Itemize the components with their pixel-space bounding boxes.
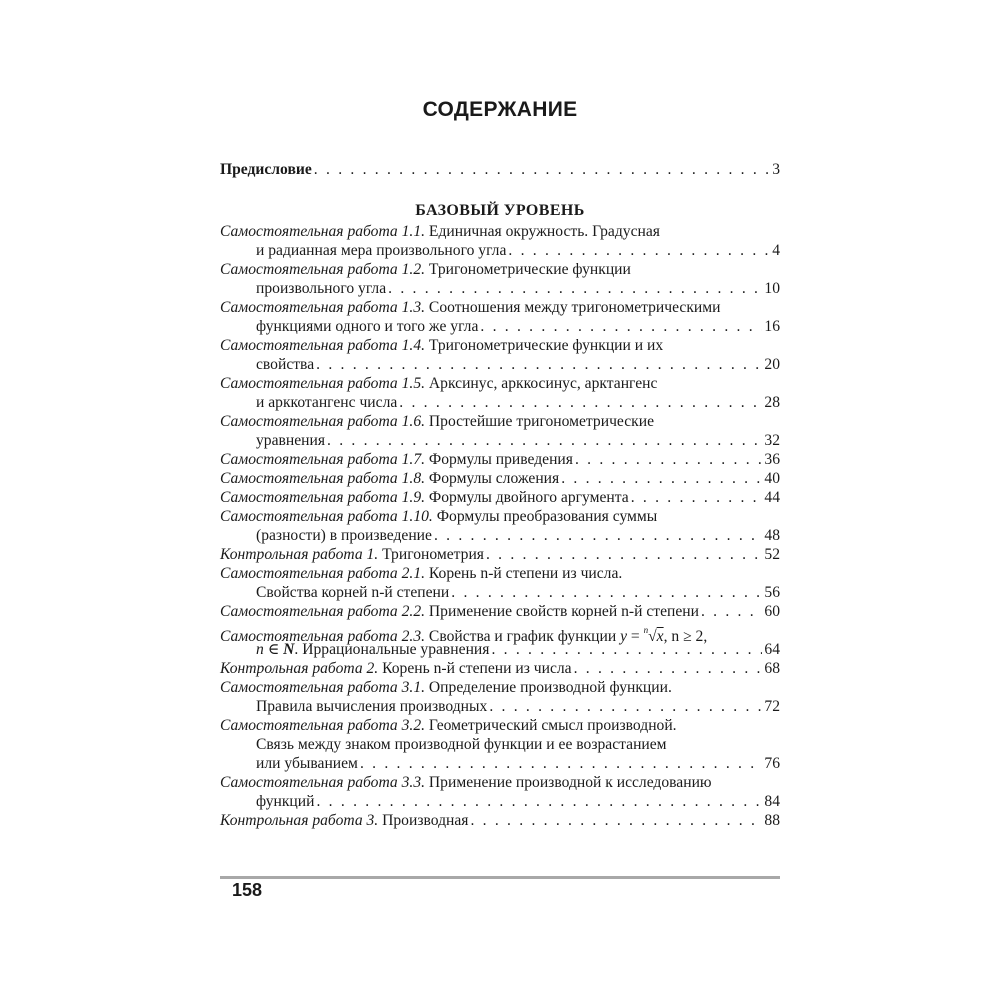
dot-leader [574, 659, 763, 678]
entry-text: Иррациональные уравнения [302, 641, 490, 658]
entry-text: Формулы двойного аргумента [428, 489, 629, 506]
entry-page: 76 [764, 755, 780, 772]
entry-page: 28 [764, 394, 780, 411]
table-of-contents [220, 160, 780, 830]
entry-text: Формулы преобразования суммы [436, 508, 658, 525]
dot-leader [575, 450, 762, 469]
preface-label: Предисловие [220, 161, 312, 178]
toc-entry[interactable] [220, 507, 780, 545]
entry-page: 64 [764, 641, 780, 658]
entry-page: 36 [764, 451, 780, 468]
entry-text: Тригонометрические функции и их [428, 337, 664, 354]
formula-y: y [620, 628, 628, 645]
toc-entry[interactable] [220, 773, 780, 811]
toc-entry[interactable] [220, 678, 780, 716]
toc-entry[interactable] [220, 412, 780, 450]
entry-label: Самостоятельная работа 1.9. [220, 489, 426, 506]
entry-page: 84 [764, 793, 780, 810]
dot-leader [486, 545, 762, 564]
dot-leader [701, 602, 762, 621]
entry-page: 60 [764, 603, 780, 620]
entry-label: Самостоятельная работа 1.10. [220, 508, 433, 525]
entry-page: 88 [764, 812, 780, 829]
toc-entry[interactable] [220, 545, 780, 564]
entry-text: Свойства корней n-й степени [256, 584, 450, 601]
entry-text: Свойства и график функции [428, 628, 617, 645]
root-index: n [643, 625, 649, 635]
toc-entry[interactable] [220, 222, 780, 260]
entry-text: Единичная окружность. Градусная [428, 223, 660, 240]
entry-text: Соотношения между тригонометрическими [428, 299, 721, 316]
entry-page: 40 [764, 470, 780, 487]
footer-rule [220, 876, 780, 879]
dot-leader [561, 469, 762, 488]
page-title: СОДЕРЖАНИЕ [422, 98, 578, 121]
entry-text: Корень n-й степени из числа [382, 660, 572, 677]
dot-leader [470, 811, 762, 830]
entry-text: Арксинус, арккосинус, арктангенс [428, 375, 658, 392]
entry-text: Правила вычисления производных [256, 698, 488, 715]
entry-text: и арккотангенс числа [256, 394, 398, 411]
domain-dot: . [294, 641, 299, 658]
dot-leader [314, 160, 770, 179]
entry-text: Корень n-й степени из числа. [428, 565, 623, 582]
entry-text: Применение производной к исследованию [428, 774, 712, 791]
toc-entry[interactable] [220, 260, 780, 298]
entry-page: 52 [764, 546, 780, 563]
toc-entry[interactable] [220, 336, 780, 374]
entry-label: Самостоятельная работа 1.3. [220, 299, 426, 316]
entry-text: функций [256, 793, 315, 810]
domain-n: n ∈ [256, 641, 284, 658]
entry-text: и радианная мера произвольного угла [256, 242, 507, 259]
toc-preface[interactable] [220, 160, 780, 179]
preface-page: 3 [772, 161, 780, 178]
entry-label: Самостоятельная работа 3.3. [220, 774, 426, 791]
toc-entry[interactable] [220, 488, 780, 507]
toc-entry[interactable] [220, 621, 780, 659]
dot-leader [508, 241, 770, 260]
entry-text: Тригонометрические функции [428, 261, 631, 278]
entry-label: Самостоятельная работа 2.2. [220, 603, 426, 620]
entry-label: Самостоятельная работа 1.8. [220, 470, 426, 487]
entry-page: 72 [764, 698, 780, 715]
formula-eq: = [627, 628, 644, 645]
entry-label: Самостоятельная работа 2.1. [220, 565, 426, 582]
entry-page: 44 [764, 489, 780, 506]
dot-leader [327, 431, 762, 450]
entry-label: Самостоятельная работа 1.6. [220, 413, 426, 430]
natural-numbers: N [283, 641, 295, 658]
entry-text: Простейшие тригонометрические [428, 413, 654, 430]
entry-page: 68 [764, 660, 780, 677]
dot-leader [316, 792, 762, 811]
entry-page: 4 [772, 242, 780, 259]
dot-leader [399, 393, 762, 412]
dot-leader [360, 754, 762, 773]
entry-text: Применение свойств корней n-й степени [428, 603, 699, 620]
entry-page: 56 [764, 584, 780, 601]
entry-text: Тригонометрия [382, 546, 484, 563]
radicand: x [656, 628, 664, 645]
radical-sign: √ [648, 628, 657, 645]
entry-text: произвольного угла [256, 280, 387, 297]
entry-page: 48 [764, 527, 780, 544]
dot-leader [631, 488, 763, 507]
dot-leader [489, 697, 762, 716]
entry-text: Геометрический смысл производной. [428, 717, 677, 734]
entry-text: Определение производной функции. [428, 679, 672, 696]
entry-text: свойства [256, 356, 315, 373]
entry-page: 16 [764, 318, 780, 335]
entry-label: Самостоятельная работа 3.2. [220, 717, 426, 734]
entry-label: Самостоятельная работа 1.5. [220, 375, 426, 392]
toc-entry[interactable] [220, 811, 780, 830]
page-number: 158 [232, 880, 263, 900]
entry-label: Самостоятельная работа 1.1. [220, 223, 426, 240]
toc-entry[interactable] [220, 374, 780, 412]
entry-text: Формулы сложения [428, 470, 560, 487]
section-heading: БАЗОВЫЙ УРОВЕНЬ [415, 202, 585, 219]
entry-label: Самостоятельная работа 1.7. [220, 451, 426, 468]
dot-leader [316, 355, 762, 374]
toc-entry[interactable] [220, 659, 780, 678]
entry-label: Самостоятельная работа 3.1. [220, 679, 426, 696]
entry-label: Контрольная работа 3. [220, 812, 379, 829]
entry-label: Самостоятельная работа 1.4. [220, 337, 426, 354]
entry-label: Контрольная работа 1. [220, 546, 379, 563]
formula-domain [256, 641, 302, 658]
formula-condition: , n ≥ 2, [663, 628, 708, 645]
toc-entry[interactable] [220, 602, 780, 621]
toc-entry[interactable] [220, 469, 780, 488]
entry-page: 32 [764, 432, 780, 449]
entry-text: или убыванием [256, 755, 358, 772]
entry-text: Формулы приведения [428, 451, 573, 468]
entry-text: Связь между знаком производной функции и ее возрастанием [256, 736, 667, 753]
toc-entry[interactable] [220, 450, 780, 469]
entry-text: функциями одного и того же угла [256, 318, 479, 335]
entry-label: Контрольная работа 2. [220, 660, 379, 677]
dot-leader [480, 317, 762, 336]
entry-page: 20 [764, 356, 780, 373]
entry-text: (разности) в произведение [256, 527, 432, 544]
toc-entry[interactable] [220, 564, 780, 602]
entry-label: Самостоятельная работа 2.3. [220, 628, 426, 645]
toc-entries [220, 222, 780, 830]
dot-leader [434, 526, 762, 545]
dot-leader [491, 640, 762, 659]
entry-label: Самостоятельная работа 1.2. [220, 261, 426, 278]
entry-page: 10 [764, 280, 780, 297]
toc-entry[interactable] [220, 716, 780, 773]
toc-entry[interactable] [220, 298, 780, 336]
dot-leader [451, 583, 762, 602]
entry-text: Производная [382, 812, 469, 829]
entry-text: уравнения [256, 432, 326, 449]
dot-leader [388, 279, 762, 298]
